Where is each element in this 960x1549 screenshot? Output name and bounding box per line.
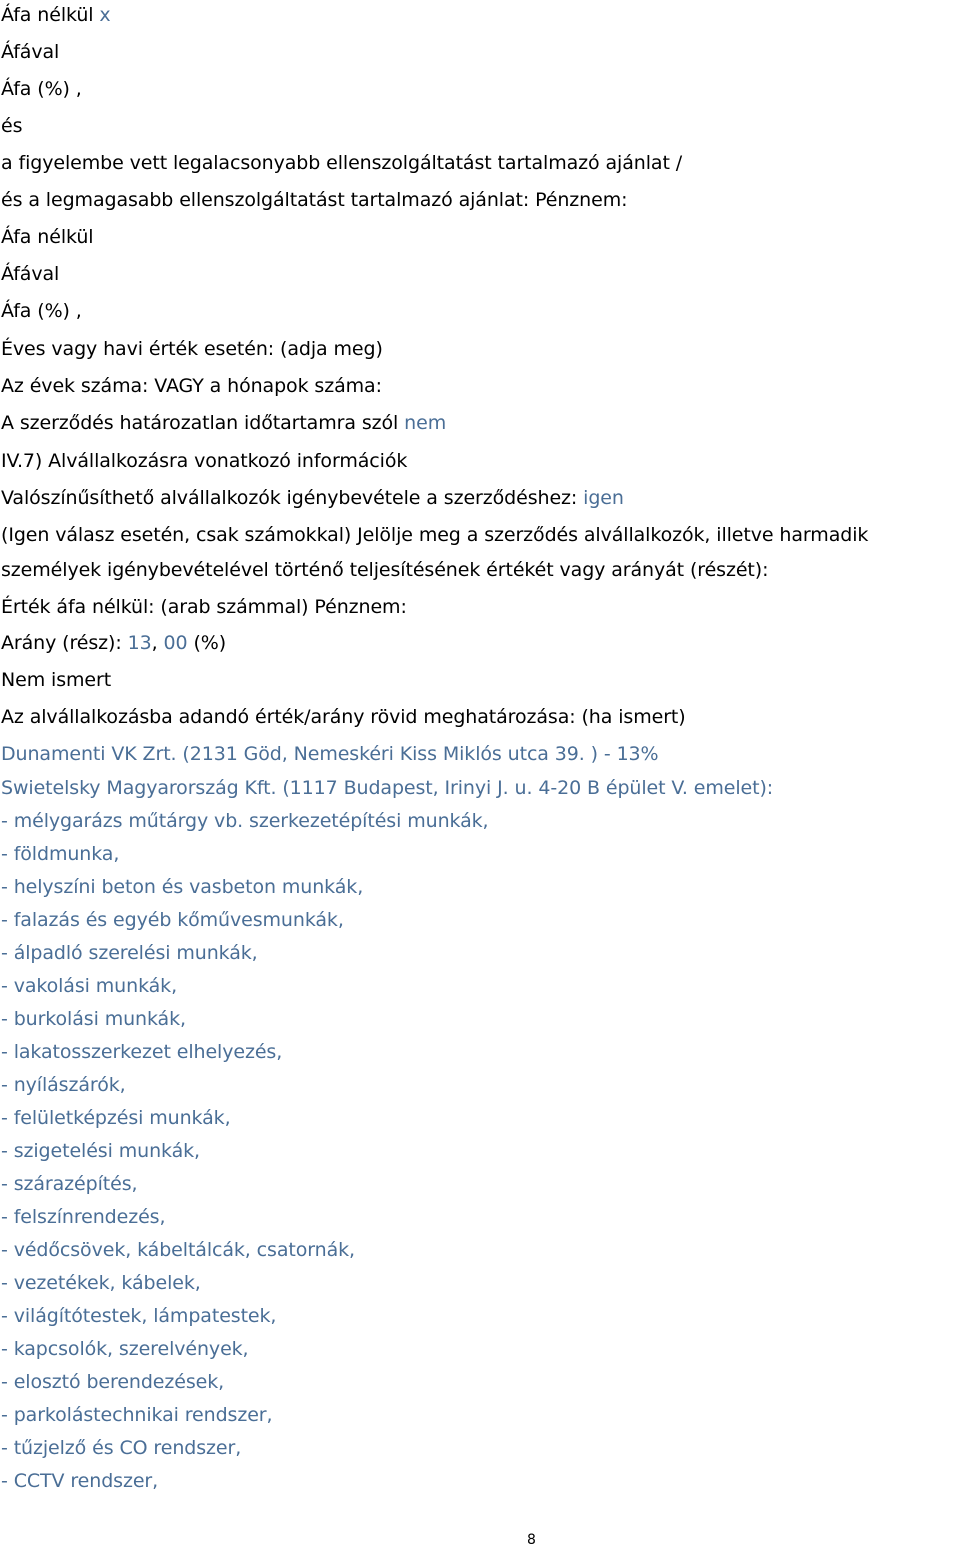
work-item: - földmunka, bbox=[1, 843, 120, 865]
annual-monthly-label: Éves vagy havi érték esetén: (adja meg) bbox=[1, 338, 383, 360]
afaval-label: Áfával bbox=[1, 41, 60, 63]
indefinite-row bbox=[1, 411, 446, 435]
work-item: - védőcsövek, kábeltálcák, csatornák, bbox=[1, 1239, 355, 1261]
work-item: - mélygarázs műtárgy vb. szerkezetépítési munkák, bbox=[1, 810, 489, 832]
work-item: - vakolási munkák, bbox=[1, 975, 178, 997]
subcontractor-dunamenti: Dunamenti VK Zrt. (2131 Göd, Nemeskéri Kiss Miklós utca 39. ) - 13% bbox=[1, 743, 659, 765]
lowest-offer-label: a figyelembe vett legalacsonyabb ellenszolgáltatást tartalmazó ajánlat / bbox=[1, 152, 683, 174]
value-label: Érték áfa nélkül: (arab számmal) Pénznem: bbox=[1, 596, 407, 618]
section-iv7-heading: IV.7) Alvállalkozásra vonatkozó információk bbox=[1, 450, 408, 472]
afa-nelkul-label: Áfa nélkül bbox=[1, 4, 94, 26]
afa-nelkul-row bbox=[1, 3, 111, 27]
ratio-int-value: 13 bbox=[127, 632, 152, 654]
work-item: - nyílászárók, bbox=[1, 1074, 126, 1096]
ratio-row bbox=[1, 631, 226, 655]
afa-nelkul-label-2: Áfa nélkül bbox=[1, 226, 94, 248]
afa-nelkul-mark: x bbox=[99, 4, 111, 26]
years-months-label: Az évek száma: VAGY a hónapok száma: bbox=[1, 375, 382, 397]
work-item: - felületképzési munkák, bbox=[1, 1107, 231, 1129]
description-label: Az alvállalkozásba adandó érték/arány rövid meghatározása: (ha ismert) bbox=[1, 706, 686, 728]
work-item: - helyszíni beton és vasbeton munkák, bbox=[1, 876, 364, 898]
subcontractor-swietelsky: Swietelsky Magyarország Kft. (1117 Budapest, Irinyi J. u. 4-20 B épület V. emelet): bbox=[1, 777, 774, 799]
likely-subcontractors-value: igen bbox=[583, 487, 624, 509]
afaval-label-2: Áfával bbox=[1, 263, 60, 285]
ratio-label: Arány (rész): bbox=[1, 632, 122, 654]
page-number: 8 bbox=[527, 1532, 536, 1548]
work-item: - vezetékek, kábelek, bbox=[1, 1272, 201, 1294]
work-item: - szárazépítés, bbox=[1, 1173, 138, 1195]
indefinite-value: nem bbox=[404, 412, 447, 434]
work-item: - parkolástechnikai rendszer, bbox=[1, 1404, 273, 1426]
ratio-dec-value: 00 bbox=[163, 632, 188, 654]
ratio-unit: (%) bbox=[193, 632, 227, 654]
instruction-line-2: személyek igénybevételével történő teljesítésének értékét vagy arányát (részét): bbox=[1, 559, 769, 581]
afa-percent-label-2: Áfa (%) , bbox=[1, 300, 82, 322]
work-item: - álpadló szerelési munkák, bbox=[1, 942, 258, 964]
likely-subcontractors-row bbox=[1, 486, 624, 510]
work-item: - falazás és egyéb kőművesmunkák, bbox=[1, 909, 344, 931]
work-item: - elosztó berendezések, bbox=[1, 1371, 225, 1393]
likely-subcontractors-label: Valószínűsíthető alvállalkozók igénybevétele a szerződéshez: bbox=[1, 487, 578, 509]
indefinite-label: A szerződés határozatlan időtartamra szól bbox=[1, 412, 399, 434]
instruction-line-1: (Igen válasz esetén, csak számokkal) Jelölje meg a szerződés alvállalkozók, illetve harmadik bbox=[1, 524, 869, 546]
work-item: - kapcsolók, szerelvények, bbox=[1, 1338, 249, 1360]
work-item: - CCTV rendszer, bbox=[1, 1470, 159, 1492]
es-label: és bbox=[1, 115, 23, 137]
afa-percent-label: Áfa (%) , bbox=[1, 78, 82, 100]
work-item: - szigetelési munkák, bbox=[1, 1140, 200, 1162]
work-item: - felszínrendezés, bbox=[1, 1206, 166, 1228]
work-item: - lakatosszerkezet elhelyezés, bbox=[1, 1041, 283, 1063]
work-item: - burkolási munkák, bbox=[1, 1008, 186, 1030]
highest-offer-label: és a legmagasabb ellenszolgáltatást tartalmazó ajánlat: Pénznem: bbox=[1, 189, 628, 211]
ratio-separator: , bbox=[151, 632, 158, 654]
work-item: - világítótestek, lámpatestek, bbox=[1, 1305, 277, 1327]
unknown-label: Nem ismert bbox=[1, 669, 112, 691]
work-item: - tűzjelző és CO rendszer, bbox=[1, 1437, 242, 1459]
